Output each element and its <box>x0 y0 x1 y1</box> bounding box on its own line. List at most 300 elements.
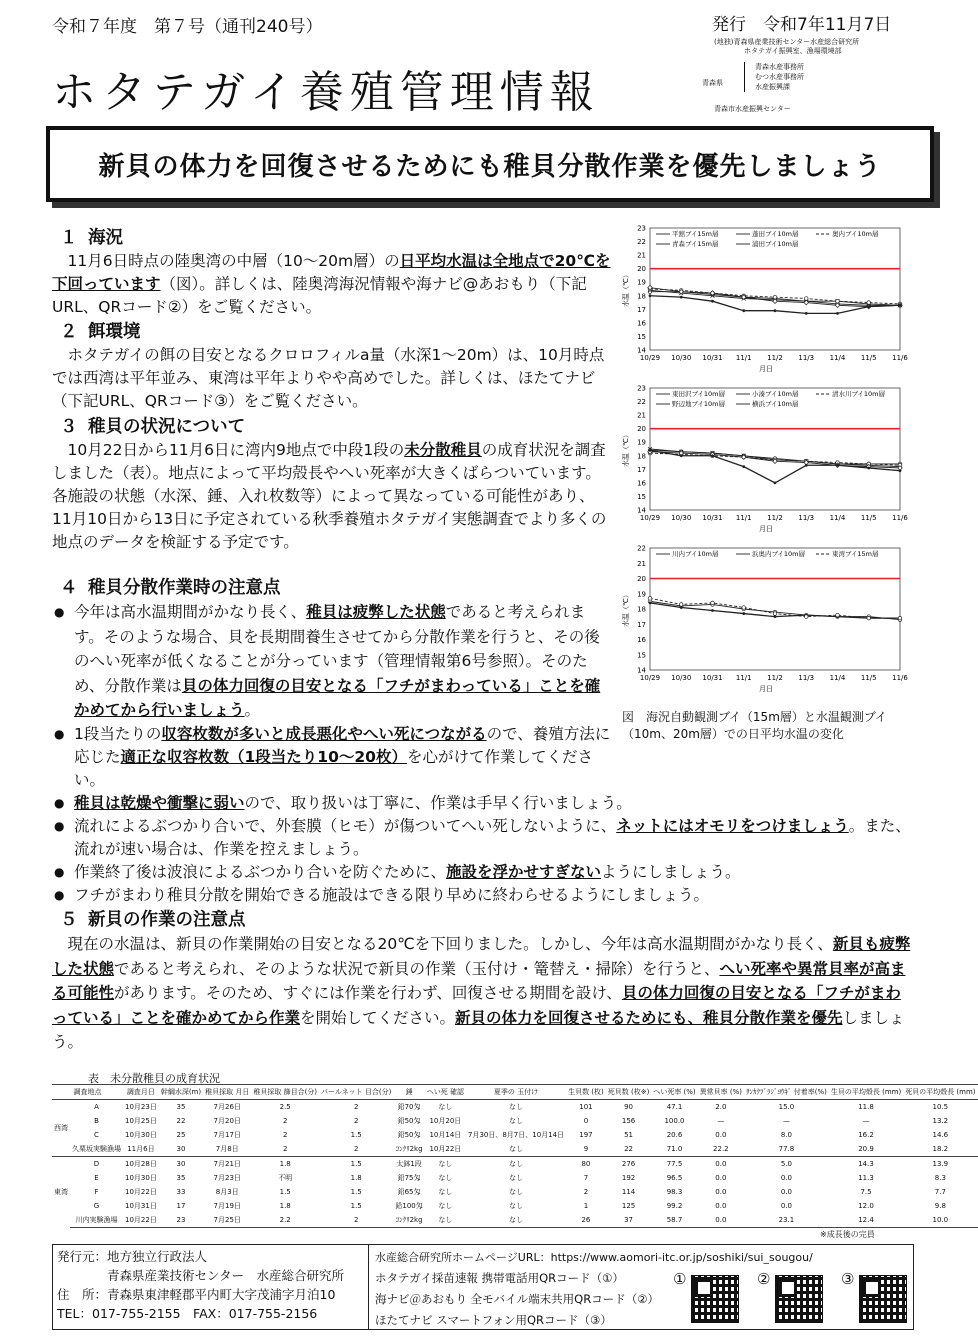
table-cell: 8月3日 <box>215 1188 239 1196</box>
table-row <box>52 1157 978 1172</box>
data-point <box>836 299 840 303</box>
table-cell: 10月28日 <box>123 1157 159 1172</box>
qr-desc-2: 海ナビ＠あおもり 全モバイル端末共用QRコード（②） <box>375 1292 660 1306</box>
y-tick-label: 15 <box>637 651 646 660</box>
table-cell: なし <box>438 1103 453 1111</box>
legend-label: 清水川ブイ10m層 <box>832 390 886 398</box>
table-cell: ｺﾝｸﾘ2kg <box>395 1145 423 1153</box>
table-cell: 17 <box>176 1202 186 1210</box>
y-tick-label: 22 <box>637 544 646 553</box>
x-tick-label: 11/6 <box>892 514 908 522</box>
table-cell: 100.0 <box>664 1117 685 1125</box>
data-point <box>805 464 808 467</box>
x-tick-label: 10/31 <box>702 354 723 362</box>
table-cell: 9 <box>583 1145 589 1153</box>
water-temp-chart-west <box>616 222 906 374</box>
y-tick-label: 21 <box>637 251 646 260</box>
x-tick-label: 11/5 <box>860 674 877 682</box>
legend-label: 浦田ブイ10m層 <box>752 240 799 248</box>
y-tick-label: 21 <box>637 559 646 568</box>
x-tick-label: 10/30 <box>671 354 692 362</box>
chart-svg <box>616 382 906 534</box>
table-row <box>52 1185 978 1199</box>
y-tick-label: 20 <box>637 575 646 583</box>
data-point <box>649 602 652 605</box>
table-cell: 鉛65匁 <box>397 1188 421 1196</box>
table-cell: 10月14日 <box>429 1131 462 1139</box>
x-tick-label: 11/5 <box>860 354 877 362</box>
prefecture-office-list <box>744 62 804 92</box>
y-tick-label: 18 <box>637 292 646 301</box>
table-cell: 18.2 <box>932 1145 949 1153</box>
table-cell: 12.4 <box>829 1213 903 1228</box>
qr-code-2[interactable] <box>775 1275 823 1323</box>
publication-date: 発行 令和7年11月7日 <box>712 15 892 35</box>
x-tick-label: 11/2 <box>767 514 783 522</box>
y-tick-label: 18 <box>637 605 646 614</box>
y-tick-label: 17 <box>637 305 646 314</box>
table-cell: 114 <box>621 1188 636 1196</box>
table-header-cell: 死貝の平均殻長 (mm) <box>903 1085 977 1100</box>
table-cell: 71.0 <box>666 1145 683 1153</box>
data-point <box>742 606 746 610</box>
table-cell: 11.3 <box>858 1174 874 1182</box>
table-header-cell: 調査地点 <box>52 1085 123 1100</box>
qr-desc-3: ほたてナビ スマートフォン用QRコード（③） <box>375 1313 612 1327</box>
y-tick-label: 16 <box>637 636 646 644</box>
table-cell: 10月31日 <box>125 1202 157 1210</box>
data-point <box>773 612 777 616</box>
y-axis-label: 水温（℃） <box>622 271 630 307</box>
y-tick-label: 17 <box>637 465 646 474</box>
table-cell: 7月17日 <box>213 1131 241 1139</box>
table-note: ※成長後の完員 <box>820 1230 875 1239</box>
y-tick-label: 17 <box>637 620 646 629</box>
section-heading: ２ 餌環境 <box>60 322 141 342</box>
table-cell: 1 <box>583 1202 589 1210</box>
table-group-label: 東湾 <box>52 1157 70 1228</box>
x-tick-label: 10/30 <box>671 514 692 522</box>
table-cell: 35 <box>176 1103 186 1111</box>
table-header-cell: 生貝の平均殻長 (mm) <box>829 1085 903 1100</box>
table-cell: 2 <box>353 1145 359 1153</box>
table-cell: 15.0 <box>778 1103 795 1111</box>
table-row <box>52 1142 978 1157</box>
data-point <box>899 304 902 307</box>
table-cell: 7.5 <box>860 1188 872 1196</box>
table-cell: 7月26日 <box>213 1103 241 1111</box>
table-cell: 不明 <box>278 1174 293 1182</box>
table-cell: 2 <box>282 1145 288 1153</box>
bullet-item: ● 作業終了後は波浪によるぶつかり合いを防ぐために、施設を浮かせすぎないようにしましょう。 <box>52 861 912 884</box>
table-cell: — <box>782 1117 790 1125</box>
homepage-url[interactable]: 水産総合研究所ホームページURL：https://www.aomori-itc.or.jp/soshiki/sui_sougou/ <box>375 1251 813 1264</box>
table-cell: なし <box>509 1117 524 1125</box>
table-cell: 90 <box>624 1103 633 1111</box>
table-cell: 30 <box>176 1145 186 1153</box>
table-header-cell: 異常貝率 (%) <box>698 1085 744 1100</box>
table-cell: なし <box>438 1174 453 1182</box>
data-point <box>836 613 840 617</box>
table-row <box>52 1114 978 1128</box>
data-point <box>898 616 902 620</box>
table-cell: 2.5 <box>279 1103 291 1111</box>
data-point <box>774 309 777 312</box>
table-header-cell: へい死 確認 <box>425 1085 466 1100</box>
legend-label: 東田沢ブイ10m層 <box>672 390 726 398</box>
table-cell: 1.5 <box>279 1188 291 1196</box>
data-point <box>774 481 777 484</box>
section-paragraph: 10月22日から11月6日に湾内9地点で中段1段の未分散稚貝の成育状況を調査しました（表）。地点によって平均殻長やへい死率が大きくばらついています。各施設の状態（水深、錘、入れ枚数等）によって異なっている可能性があり、11月10日から13日に予定されている秋季養殖ホタテガイ実態調査でより多くの地点のデータを検証する予定です。 <box>52 441 607 551</box>
table-cell: 7月25日 <box>203 1213 251 1228</box>
x-tick-label: 11/1 <box>735 674 752 682</box>
table-cell: 192 <box>621 1174 636 1182</box>
table-cell: 51 <box>624 1131 633 1139</box>
table-cell: ｺﾝｸﾘ2kg <box>393 1213 424 1228</box>
y-tick-label: 16 <box>637 479 646 488</box>
links-info <box>371 1245 913 1329</box>
table-row <box>52 1171 978 1185</box>
table-cell: 久栗坂実験漁場 <box>72 1145 121 1153</box>
table-header-cell: 調査月日 <box>123 1085 159 1100</box>
table-cell: 鉛100匁 <box>395 1202 423 1210</box>
table-cell: 川内実験漁場 <box>70 1213 123 1228</box>
table-cell: 5.0 <box>744 1157 829 1172</box>
table-cell: B <box>94 1117 99 1125</box>
section-heading: ４ 稚貝分散作業時の注意点 <box>60 578 281 598</box>
x-tick-label: 11/4 <box>829 514 846 522</box>
table-cell: 10月22日 <box>125 1188 157 1196</box>
y-tick-label: 22 <box>637 238 646 247</box>
table-cell: 47.1 <box>666 1103 683 1111</box>
data-point <box>711 454 714 457</box>
publisher-line: TEL：017-755-2155 FAX：017-755-2156 <box>57 1306 318 1321</box>
x-tick-label: 11/4 <box>829 354 846 362</box>
table-cell: 0.0 <box>780 1188 792 1196</box>
table-cell: 7.7 <box>934 1188 946 1196</box>
table-cell: 11月6日 <box>127 1145 155 1153</box>
y-tick-label: 23 <box>637 384 646 393</box>
table-header-cell: 錘 <box>393 1085 424 1100</box>
qr-desc-1: ホタテガイ採苗速報 携帯電話用QRコード（①） <box>375 1271 624 1285</box>
x-tick-label: 11/2 <box>767 354 783 362</box>
y-tick-label: 16 <box>637 319 646 328</box>
table-cell: 23 <box>159 1213 203 1228</box>
table-cell: 9.8 <box>934 1202 946 1210</box>
table-cell: 35 <box>176 1174 186 1182</box>
table-cell: 0.0 <box>698 1213 744 1228</box>
table-header-cell: パールネット 目合(分) <box>319 1085 393 1100</box>
y-tick-label: 23 <box>637 224 646 233</box>
data-point <box>867 616 871 620</box>
office-item: 水産振興課 <box>755 83 790 91</box>
publisher-line: 青森県産業技術センター 水産総合研究所 <box>57 1268 345 1283</box>
section-paragraph: 現在の水温は、新貝の作業開始の目安となる20℃を下回りました。しかし、今年は高水温期間がかなり長く、新貝も疲弊した状態であると考えられ、そのような状況で新貝の作業（玉付け・篭替え・掃除）を行うと、へい死率や異常貝率が高まる可能性があります。そのため、すぐには作業を行わず、回復させる期間を設け、貝の体力回復の目安となる「フチがまわっている」ことを確かめてから作業を開始してください。新貝の体力を回復させるためにも、稚貝分散作業を優先しましょう。 <box>52 935 911 1051</box>
table-cell: 30 <box>159 1157 203 1172</box>
section-heading: ３ 稚貝の状況について <box>60 417 246 437</box>
table-cell: 101 <box>579 1103 593 1111</box>
data-point <box>711 601 715 605</box>
chart-svg <box>616 222 906 374</box>
table-cell: 1.8 <box>251 1157 319 1172</box>
table-cell: 10月20日 <box>429 1117 462 1125</box>
table-row <box>52 1199 978 1213</box>
growth-table <box>52 1084 976 1228</box>
table-cell: 8.3 <box>934 1174 946 1182</box>
table-cell: 7月19日 <box>213 1202 241 1210</box>
qr-label-1: ① <box>673 1270 687 1288</box>
data-point <box>867 467 870 470</box>
data-point <box>648 597 652 601</box>
table-cell: なし <box>466 1157 566 1172</box>
newsletter-title: ホタテガイ養殖管理情報 <box>52 67 600 118</box>
table-cell: 2 <box>282 1131 288 1139</box>
table-row <box>52 1100 978 1115</box>
x-axis-label: 月日 <box>759 365 773 373</box>
table-row <box>52 1128 978 1142</box>
qr-label-2: ② <box>757 1270 771 1288</box>
y-tick-label: 21 <box>637 411 646 420</box>
table-header-cell: ｻﾝｶｸﾌﾞﾗｼﾞﾖｳｷﾞ 付着率(%) <box>744 1085 829 1100</box>
table-cell: 58.7 <box>651 1213 697 1228</box>
table-cell: 99.2 <box>666 1202 683 1210</box>
table-cell: 1.8 <box>350 1174 362 1182</box>
data-point <box>680 296 683 299</box>
y-tick-label: 20 <box>637 265 646 274</box>
section-heading: ５ 新貝の作業の注意点 <box>60 910 246 930</box>
table-group-label: 西湾 <box>54 1124 68 1132</box>
table-cell: 0.0 <box>715 1188 727 1196</box>
table-cell: 10.5 <box>932 1103 949 1111</box>
table-cell: 10月30日 <box>125 1174 157 1182</box>
bullet-item: ● 稚貝は乾燥や衝撃に弱いので、取り扱いは丁寧に、作業は手早く行いましょう。 <box>52 792 912 815</box>
office-item: 青森水産事務所 <box>755 63 804 71</box>
table-cell: C <box>94 1131 99 1139</box>
x-tick-label: 10/30 <box>671 674 692 682</box>
y-tick-label: 14 <box>637 666 646 675</box>
table-cell: 125 <box>621 1202 636 1210</box>
table-cell: 26 <box>566 1213 606 1228</box>
y-tick-label: 19 <box>637 590 646 599</box>
y-tick-label: 15 <box>637 332 646 341</box>
table-cell: なし <box>425 1213 466 1228</box>
data-point <box>867 305 870 308</box>
office-item: むつ水産事務所 <box>755 73 804 81</box>
data-point <box>711 300 714 303</box>
table-cell: 22.2 <box>713 1145 729 1153</box>
x-tick-label: 11/5 <box>860 514 877 522</box>
table-cell: 20.6 <box>666 1131 683 1139</box>
water-temp-chart-east <box>616 382 906 534</box>
data-point <box>649 449 652 452</box>
table-cell: 10月23日 <box>125 1103 157 1111</box>
y-tick-label: 18 <box>637 452 646 461</box>
x-tick-label: 11/2 <box>767 674 783 682</box>
table-cell: 23.1 <box>744 1213 829 1228</box>
table-cell: 156 <box>621 1117 636 1125</box>
table-cell: 10月22日 <box>429 1145 462 1153</box>
table-cell: 1.5 <box>350 1202 362 1210</box>
table-cell: 10月22日 <box>123 1213 159 1228</box>
table-cell: 14.3 <box>829 1157 903 1172</box>
table-cell: なし <box>509 1202 524 1210</box>
y-tick-label: 22 <box>637 398 646 407</box>
table-cell: 1.5 <box>319 1157 393 1172</box>
table-cell: 7月20日 <box>213 1117 241 1125</box>
figure-caption: 図 海況自動観測ブイ（15m層）と水温観測ブイ（10m、20m層）での日平均水温の変化 <box>622 710 887 741</box>
table-cell: 10.0 <box>903 1213 977 1228</box>
table-cell: なし <box>438 1202 453 1210</box>
table-cell: 16.2 <box>858 1131 874 1139</box>
x-tick-label: 10/29 <box>639 514 661 522</box>
section-5 <box>52 908 914 1055</box>
table-cell: — <box>717 1117 725 1125</box>
table-cell: 0.0 <box>715 1202 727 1210</box>
issuer-block <box>714 38 859 56</box>
publisher-line: 発行元：地方独立行政法人 <box>57 1249 208 1264</box>
section-1 <box>52 226 612 319</box>
y-axis-label: 水温（℃） <box>622 591 630 627</box>
table-cell: 1.5 <box>350 1131 362 1139</box>
section-paragraph: ホタテガイの餌の目安となるクロロフィルa量（水深1～20m）は、10月時点では西湾は平年並み、東湾は平年よりやや高めでした。詳しくは、ほたてナビ（下記URL、QRコード③）をご覧ください。 <box>52 346 605 410</box>
table-cell: 7 <box>583 1174 589 1182</box>
table-cell: 96.5 <box>666 1174 683 1182</box>
table-cell: 1.8 <box>279 1202 291 1210</box>
issuer-line-1: (地独)青森県産業技術センター水産総合研究所 <box>714 38 860 46</box>
table-cell: 2 <box>583 1188 589 1196</box>
prefecture-label: 青森県 <box>702 79 723 87</box>
y-tick-label: 14 <box>637 506 646 515</box>
table-header-cell: 稚貝採取 篩目合(分) <box>251 1085 319 1100</box>
data-point <box>899 469 902 472</box>
section-paragraph: 11月6日時点の陸奥湾の中層（10～20m層）の日平均水温は全地点で20℃を下回っています（図）。詳しくは、陸奥湾海況情報や海ナビ@あおもり（下記URL、QRコード②）をご覧ください。 <box>52 252 611 316</box>
bullet-item: ● 今年は高水温期間がかなり長く、稚貝は疲弊した状態であると考えられます。そのような場合、貝を長期間養生させてから分散作業を行うと、その後のへい死率が低くなることが分っています（管理情報第6号参照）。そのため、分散作業は貝の体力回復の目安となる「フチがまわっている」ことを確かめてから行いましょう。 <box>52 600 612 723</box>
x-tick-label: 11/1 <box>735 514 752 522</box>
growth-table-grid <box>52 1084 978 1228</box>
table-cell: 7月21日 <box>203 1157 251 1172</box>
section-3 <box>52 415 612 554</box>
table-header-cell: 死貝数 (枚※) <box>606 1085 652 1100</box>
table-cell: 77.5 <box>651 1157 697 1172</box>
table-cell: 33 <box>176 1188 186 1196</box>
data-point <box>742 309 745 312</box>
table-cell: 10月25日 <box>125 1117 157 1125</box>
table-cell: 98.3 <box>666 1188 683 1196</box>
table-cell: 13.9 <box>903 1157 977 1172</box>
footer <box>52 1244 914 1330</box>
section-heading: １ 海況 <box>60 228 123 248</box>
data-point <box>680 454 683 457</box>
publisher-line: 住 所：青森県東津軽郡平内町大字茂浦字月泊10 <box>57 1287 336 1302</box>
table-row <box>52 1213 978 1228</box>
table-cell: 20.9 <box>858 1145 874 1153</box>
data-point <box>742 612 745 615</box>
chart-svg <box>616 542 906 694</box>
legend-label: 東湾ブイ15m層 <box>832 550 879 558</box>
table-cell: 2 <box>319 1213 393 1228</box>
qr-code-3[interactable] <box>859 1275 907 1323</box>
table-cell: 12.0 <box>858 1202 874 1210</box>
x-tick-label: 11/3 <box>798 354 815 362</box>
table-cell: 13.2 <box>932 1117 949 1125</box>
table-cell: 37 <box>606 1213 652 1228</box>
table-cell: 鉛70匁 <box>397 1103 421 1111</box>
data-point <box>804 297 808 301</box>
legend-label: 小湊ブイ10m層 <box>752 390 799 398</box>
bullet-item: ● フチがまわり稚貝分散を開始できる施設はできる限り早めに終わらせるようにしましょう。 <box>52 884 912 907</box>
section-2 <box>52 320 612 413</box>
y-tick-label: 20 <box>637 425 646 434</box>
table-cell: 197 <box>579 1131 593 1139</box>
data-point <box>805 312 808 315</box>
table-cell: 0.0 <box>698 1157 744 1172</box>
table-cell: 0.0 <box>780 1202 792 1210</box>
y-tick-label: 19 <box>637 438 646 447</box>
table-cell: 2 <box>282 1117 288 1125</box>
y-tick-label: 14 <box>637 346 646 355</box>
table-cell: A <box>94 1103 99 1111</box>
table-cell: D <box>70 1157 123 1172</box>
issue-number: 令和７年度 第７号（通刊240号） <box>52 17 323 37</box>
table-cell: 2 <box>353 1117 359 1125</box>
water-temp-chart-mutsu <box>616 542 906 694</box>
data-point <box>804 615 808 619</box>
issuer-line-2: ホタテガイ振興室、漁場環境部 <box>744 47 842 55</box>
qr-code-1[interactable] <box>691 1275 739 1323</box>
legend-label: 川内ブイ10m層 <box>672 550 719 558</box>
table-cell: 7月8日 <box>215 1145 239 1153</box>
legend-label: 浜奥内ブイ10m層 <box>752 550 806 558</box>
table-cell: 太鉢1段 <box>393 1157 424 1172</box>
data-point <box>836 312 839 315</box>
table-cell: 7月23日 <box>213 1174 241 1182</box>
legend-label: 野辺地ブイ10m層 <box>672 400 726 408</box>
data-point <box>649 294 652 297</box>
legend-label: 青森ブイ15m層 <box>672 240 719 248</box>
table-cell: 鉛75匁 <box>397 1174 421 1182</box>
table-cell: 80 <box>566 1157 606 1172</box>
table-cell: 14.6 <box>932 1131 949 1139</box>
x-tick-label: 11/3 <box>798 674 815 682</box>
x-axis-label: 月日 <box>759 525 773 533</box>
table-cell: 8.0 <box>780 1131 792 1139</box>
data-point <box>836 464 839 467</box>
table-header-cell: 稚貝採取 月日 <box>203 1085 251 1100</box>
table-cell: F <box>94 1188 99 1196</box>
table-cell: 0 <box>583 1117 589 1125</box>
table-cell: なし <box>466 1213 566 1228</box>
data-point <box>742 465 745 468</box>
data-point <box>711 609 714 612</box>
table-cell: なし <box>425 1157 466 1172</box>
table-cell: 77.8 <box>778 1145 795 1153</box>
table-cell: 276 <box>606 1157 652 1172</box>
legend-label: 奥内ブイ10m層 <box>832 230 879 238</box>
bullet-item: ● 流れによるぶつかり合いで、外套膜（ヒモ）が傷ついてへい死しないように、ネットにはオモリをつけましょう。また、流れが速い場合は、作業を控えましょう。 <box>52 815 912 861</box>
city-center: 青森市水産振興センター <box>714 105 791 113</box>
legend-label: 平舘ブイ15m層 <box>672 230 719 238</box>
table-cell: 0.0 <box>715 1131 727 1139</box>
data-point <box>867 301 871 305</box>
x-axis-label: 月日 <box>759 685 773 693</box>
table-cell: 2.2 <box>251 1213 319 1228</box>
table-cell: 10月30日 <box>125 1131 157 1139</box>
table-header-cell: 幹綱水深(m) <box>159 1085 203 1100</box>
table-cell: 0.0 <box>715 1174 727 1182</box>
table-cell: 0.0 <box>780 1174 792 1182</box>
headline-banner: 新貝の体力を回復させるためにも稚貝分散作業を優先しましょう <box>46 126 934 202</box>
table-cell: 7月30日、8月7日、10月14日 <box>467 1131 565 1139</box>
